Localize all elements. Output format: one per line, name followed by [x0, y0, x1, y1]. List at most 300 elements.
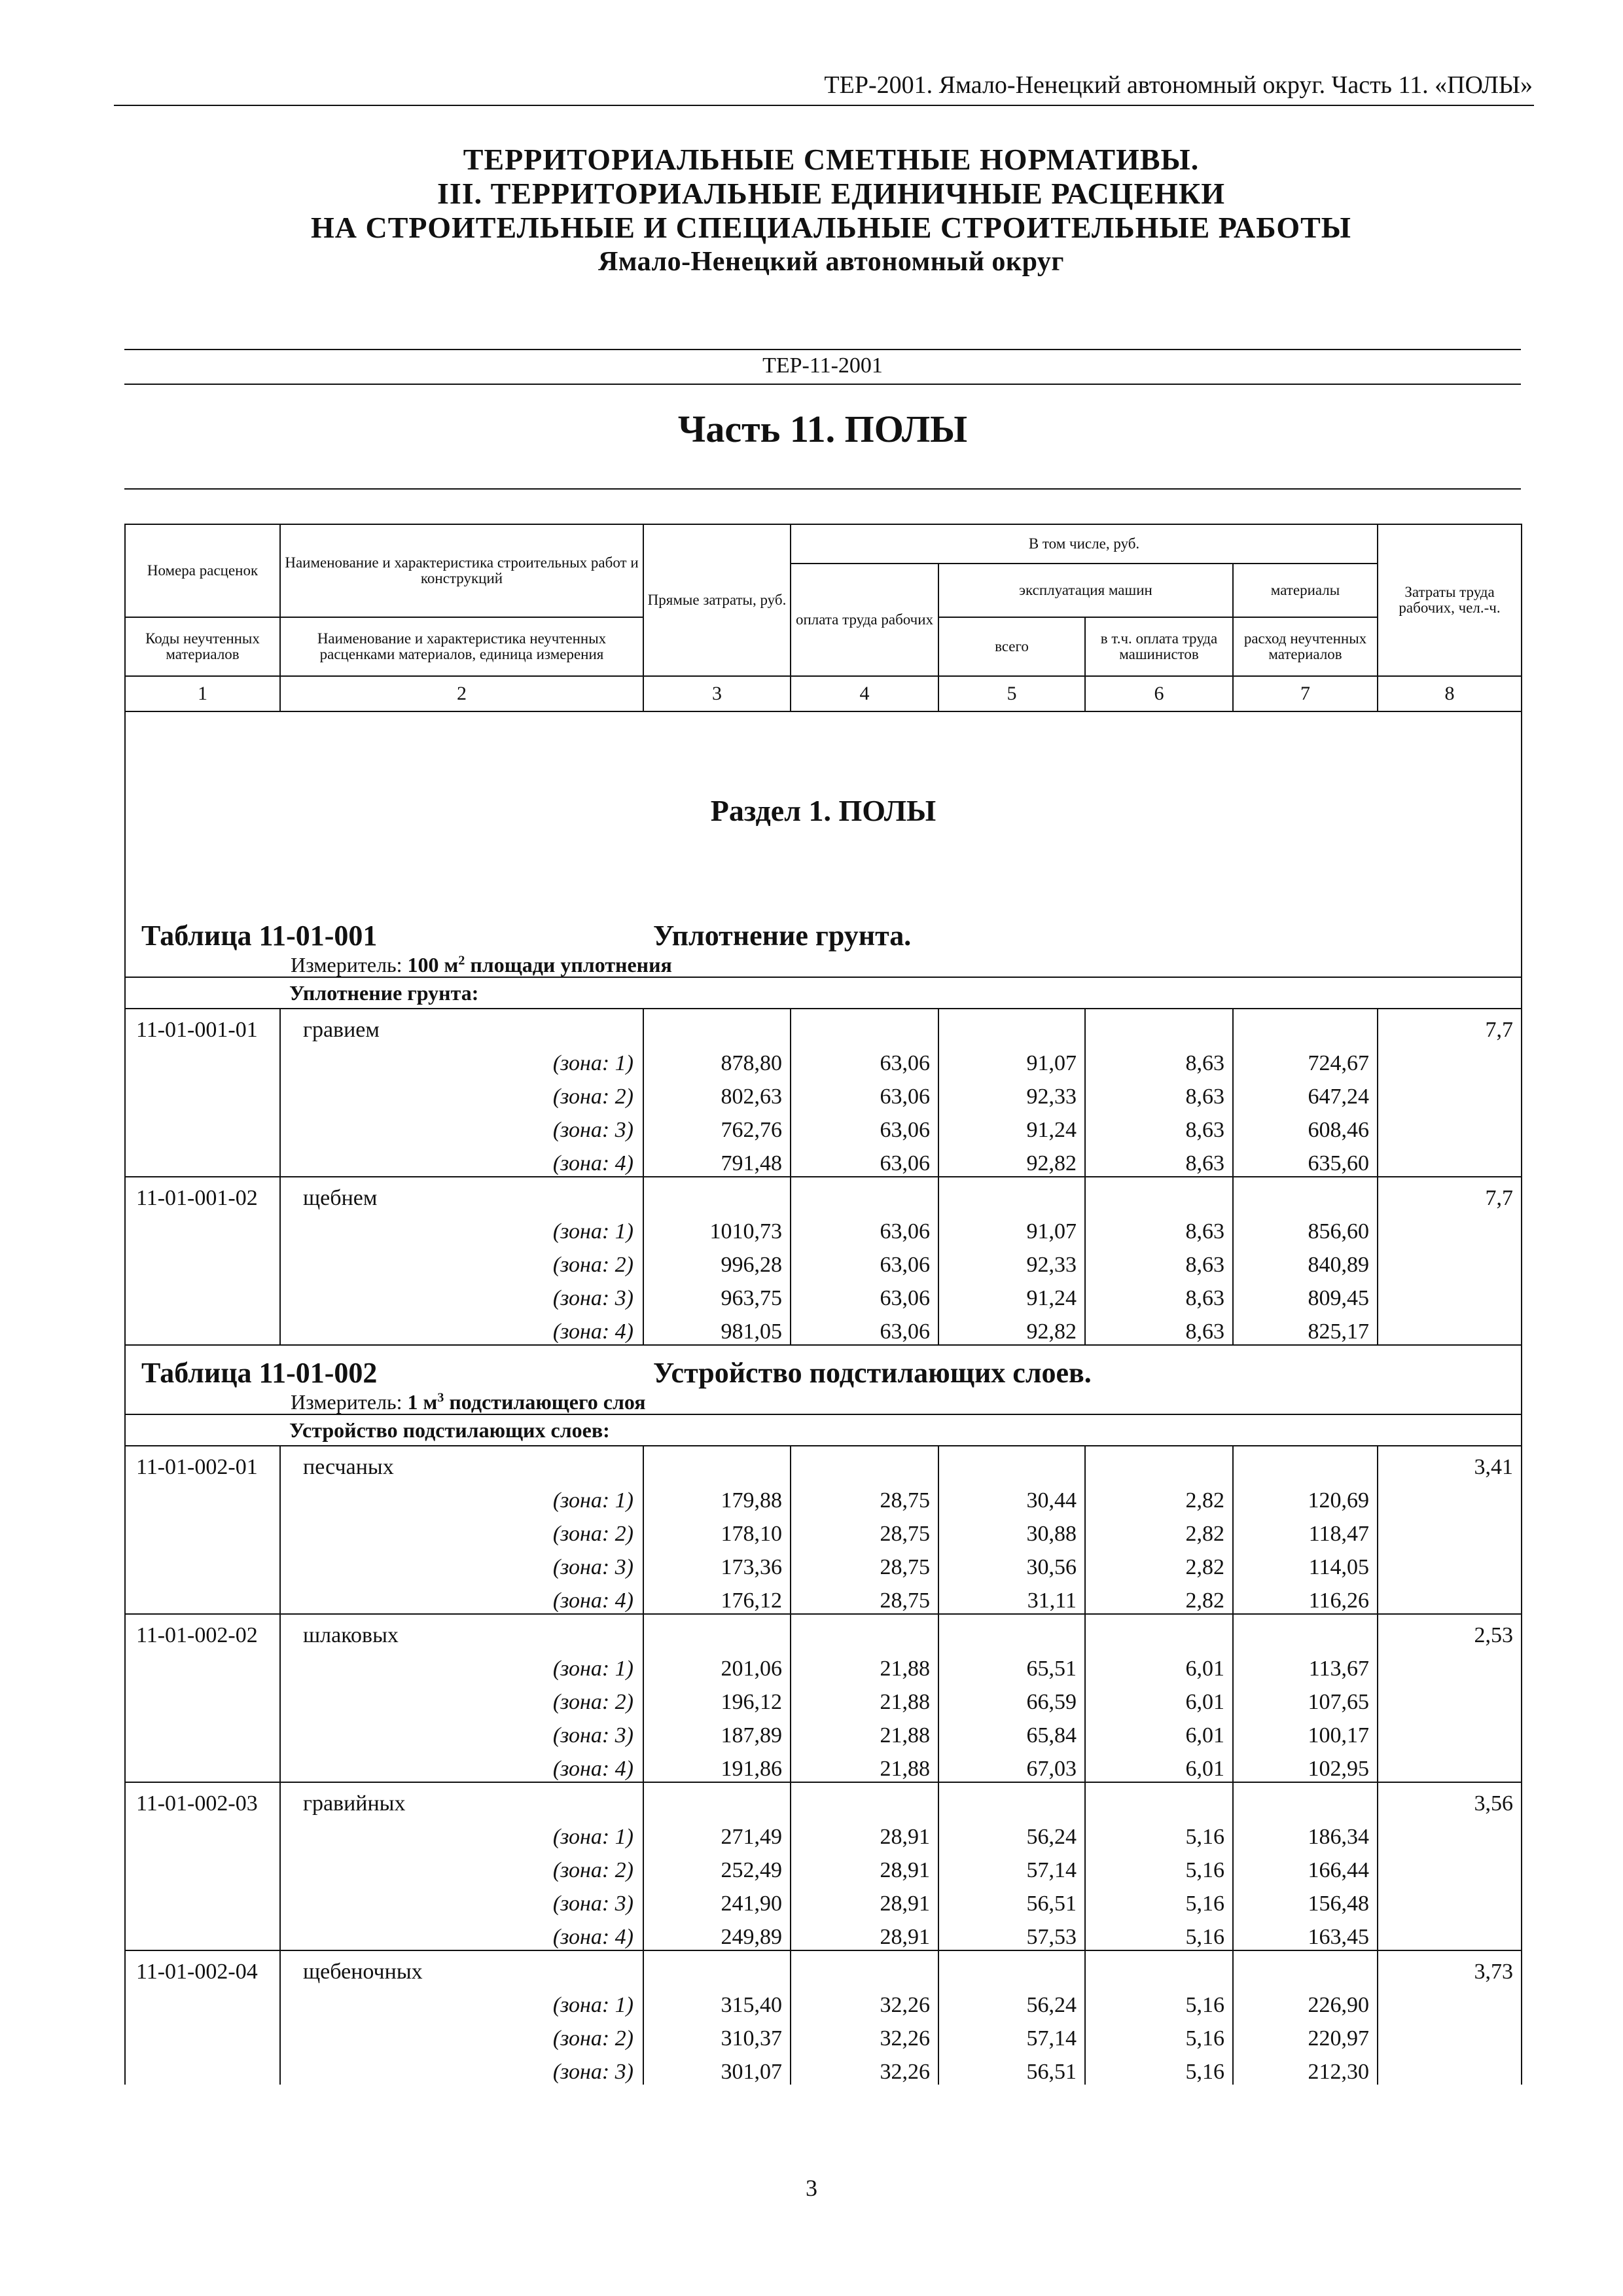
table-caption-block — [126, 908, 1521, 977]
zone-label: (зона: 1) — [280, 1648, 643, 1681]
machine-cost: 65,84 — [938, 1715, 1085, 1748]
empty-cell — [1378, 1076, 1522, 1109]
table-name: Устройство подстилающих слоев. — [653, 1357, 1092, 1389]
doc-code-rule-top — [124, 349, 1521, 350]
machinist-wage: 2,82 — [1085, 1513, 1233, 1547]
worker-wage: 32,26 — [791, 2018, 938, 2051]
materials-cost: 220,97 — [1233, 2018, 1378, 2051]
empty-cell — [791, 1782, 938, 1816]
rate-code: 11-01-002-03 — [125, 1782, 280, 1816]
materials-cost: 635,60 — [1233, 1143, 1378, 1177]
doc-code-rule-bottom — [124, 384, 1521, 385]
empty-cell — [125, 1748, 280, 1782]
materials-cost: 116,26 — [1233, 1580, 1378, 1614]
machine-cost: 92,82 — [938, 1311, 1085, 1345]
worker-wage: 63,06 — [791, 1043, 938, 1076]
empty-cell — [643, 1009, 791, 1043]
column-number: 8 — [1378, 676, 1522, 711]
materials-cost: 120,69 — [1233, 1480, 1378, 1513]
machine-cost: 65,51 — [938, 1648, 1085, 1681]
empty-cell — [1085, 1177, 1233, 1211]
machinist-wage: 5,16 — [1085, 1984, 1233, 2018]
direct-cost: 176,12 — [643, 1580, 791, 1614]
worker-wage: 21,88 — [791, 1681, 938, 1715]
empty-cell — [1378, 1580, 1522, 1614]
machine-cost: 31,11 — [938, 1580, 1085, 1614]
meter-exponent: 2 — [458, 953, 465, 968]
table-row — [125, 1984, 1522, 2018]
direct-cost: 1010,73 — [643, 1211, 791, 1244]
table-subheader: Устройство подстилающих слоев: — [125, 1414, 1522, 1446]
materials-cost: 647,24 — [1233, 1076, 1378, 1109]
title-line-4: Ямало-Ненецкий автономный округ — [597, 247, 1064, 277]
zone-label: (зона: 1) — [280, 1984, 643, 2018]
empty-cell — [1378, 1513, 1522, 1547]
table-row — [125, 2051, 1522, 2085]
empty-cell — [643, 1614, 791, 1648]
materials-cost: 724,67 — [1233, 1043, 1378, 1076]
meter-label: Измеритель: — [291, 1390, 408, 1414]
empty-cell — [1085, 1782, 1233, 1816]
empty-cell — [1233, 1446, 1378, 1480]
column-number: 3 — [643, 676, 791, 711]
empty-cell — [1378, 1143, 1522, 1177]
meter-value: 100 м — [407, 953, 459, 977]
worker-wage: 21,88 — [791, 1715, 938, 1748]
table-row — [125, 1513, 1522, 1547]
table-row — [125, 1278, 1522, 1311]
table-row — [125, 1076, 1522, 1109]
table-row — [125, 1109, 1522, 1143]
zone-label: (зона: 2) — [280, 2018, 643, 2051]
zone-label: (зона: 4) — [280, 1143, 643, 1177]
zone-label: (зона: 2) — [280, 1850, 643, 1883]
meter-unit: площади уплотнения — [465, 953, 672, 977]
machinist-wage: 5,16 — [1085, 1816, 1233, 1850]
direct-cost: 301,07 — [643, 2051, 791, 2085]
empty-cell — [125, 1850, 280, 1883]
empty-cell — [1378, 1244, 1522, 1278]
zone-label: (зона: 3) — [280, 2051, 643, 2085]
machine-cost: 56,24 — [938, 1816, 1085, 1850]
zone-label: (зона: 3) — [280, 1109, 643, 1143]
materials-cost: 608,46 — [1233, 1109, 1378, 1143]
direct-cost: 310,37 — [643, 2018, 791, 2051]
header-col2-top: Наименование и характеристика строительных работ и конструкций — [280, 524, 643, 617]
empty-cell — [938, 1950, 1085, 1984]
machinist-wage: 2,82 — [1085, 1480, 1233, 1513]
header-col5: всего — [938, 617, 1085, 676]
empty-cell — [125, 1916, 280, 1950]
materials-cost: 163,45 — [1233, 1916, 1378, 1950]
machinist-wage: 6,01 — [1085, 1715, 1233, 1748]
empty-cell — [125, 1816, 280, 1850]
zone-label: (зона: 4) — [280, 1580, 643, 1614]
header-col8: Затраты труда рабочих, чел.-ч. — [1378, 524, 1522, 676]
machinist-wage: 8,63 — [1085, 1311, 1233, 1345]
table-row — [125, 1009, 1522, 1043]
table-caption — [125, 1345, 1522, 1414]
empty-cell — [1378, 1850, 1522, 1883]
machine-cost: 66,59 — [938, 1681, 1085, 1715]
materials-cost: 100,17 — [1233, 1715, 1378, 1748]
machinist-wage: 2,82 — [1085, 1580, 1233, 1614]
machinist-wage: 5,16 — [1085, 2051, 1233, 2085]
worker-wage: 28,91 — [791, 1816, 938, 1850]
empty-cell — [1233, 1177, 1378, 1211]
empty-cell — [125, 1580, 280, 1614]
empty-cell — [1378, 1278, 1522, 1311]
empty-cell — [125, 1984, 280, 2018]
direct-cost: 762,76 — [643, 1109, 791, 1143]
worker-wage: 28,91 — [791, 1850, 938, 1883]
empty-cell — [125, 1648, 280, 1681]
worker-wage: 63,06 — [791, 1109, 938, 1143]
header-materials: материалы — [1233, 564, 1378, 617]
empty-cell — [1378, 1480, 1522, 1513]
empty-cell — [1378, 1883, 1522, 1916]
materials-cost: 102,95 — [1233, 1748, 1378, 1782]
rate-name: щебнем — [280, 1177, 643, 1211]
table-row — [125, 2018, 1522, 2051]
empty-cell — [125, 1043, 280, 1076]
machinist-wage: 5,16 — [1085, 1916, 1233, 1950]
empty-cell — [1085, 1614, 1233, 1648]
empty-cell — [125, 1143, 280, 1177]
empty-cell — [1233, 1950, 1378, 1984]
machine-cost: 30,56 — [938, 1547, 1085, 1580]
zone-label: (зона: 2) — [280, 1513, 643, 1547]
header-machines: эксплуатация машин — [938, 564, 1233, 617]
zone-label: (зона: 4) — [280, 1311, 643, 1345]
machinist-wage: 8,63 — [1085, 1109, 1233, 1143]
title-line-2: III. ТЕРРИТОРИАЛЬНЫЕ ЕДИНИЧНЫЕ РАСЦЕНКИ — [437, 177, 1226, 210]
labor-cost: 3,73 — [1378, 1950, 1522, 1984]
column-number: 5 — [938, 676, 1085, 711]
worker-wage: 63,06 — [791, 1278, 938, 1311]
direct-cost: 996,28 — [643, 1244, 791, 1278]
direct-cost: 878,80 — [643, 1043, 791, 1076]
table-row — [125, 1681, 1522, 1715]
direct-cost: 802,63 — [643, 1076, 791, 1109]
direct-cost: 252,49 — [643, 1850, 791, 1883]
table-code: Таблица 11-01-001 — [141, 920, 378, 952]
table-row — [125, 1782, 1522, 1816]
empty-cell — [1378, 1311, 1522, 1345]
machinist-wage: 6,01 — [1085, 1681, 1233, 1715]
header-col1-bottom: Коды неучтенных материалов — [125, 617, 280, 676]
empty-cell — [125, 2018, 280, 2051]
machinist-wage: 8,63 — [1085, 1244, 1233, 1278]
rate-code: 11-01-002-02 — [125, 1614, 280, 1648]
empty-cell — [643, 1177, 791, 1211]
empty-cell — [1378, 1715, 1522, 1748]
direct-cost: 173,36 — [643, 1547, 791, 1580]
machinist-wage: 2,82 — [1085, 1547, 1233, 1580]
table-row — [125, 1177, 1522, 1211]
machine-cost: 91,24 — [938, 1278, 1085, 1311]
table-row — [125, 1883, 1522, 1916]
table-meter — [291, 953, 672, 977]
machinist-wage: 8,63 — [1085, 1043, 1233, 1076]
table-row — [125, 1648, 1522, 1681]
machine-cost: 30,44 — [938, 1480, 1085, 1513]
table-row — [125, 1580, 1522, 1614]
empty-cell — [1085, 1446, 1233, 1480]
section-title: Раздел 1. ПОЛЫ — [125, 711, 1522, 908]
table-row — [125, 1446, 1522, 1480]
worker-wage: 28,75 — [791, 1480, 938, 1513]
page-number: 3 — [806, 2175, 817, 2201]
empty-cell — [1378, 1043, 1522, 1076]
machinist-wage: 5,16 — [1085, 2018, 1233, 2051]
empty-cell — [1378, 1547, 1522, 1580]
empty-cell — [1233, 1614, 1378, 1648]
materials-cost: 809,45 — [1233, 1278, 1378, 1311]
table-row — [125, 1816, 1522, 1850]
machine-cost: 57,14 — [938, 2018, 1085, 2051]
materials-cost: 107,65 — [1233, 1681, 1378, 1715]
zone-label: (зона: 2) — [280, 1076, 643, 1109]
empty-cell — [1378, 1816, 1522, 1850]
machinist-wage: 8,63 — [1085, 1143, 1233, 1177]
zone-label: (зона: 1) — [280, 1816, 643, 1850]
direct-cost: 249,89 — [643, 1916, 791, 1950]
worker-wage: 63,06 — [791, 1311, 938, 1345]
machinist-wage: 8,63 — [1085, 1211, 1233, 1244]
empty-cell — [938, 1446, 1085, 1480]
machinist-wage: 8,63 — [1085, 1278, 1233, 1311]
materials-cost: 166,44 — [1233, 1850, 1378, 1883]
column-number: 4 — [791, 676, 938, 711]
empty-cell — [1378, 2051, 1522, 2085]
table-row — [125, 1748, 1522, 1782]
part-title-rule — [124, 488, 1521, 490]
column-number: 1 — [125, 676, 280, 711]
empty-cell — [1085, 1950, 1233, 1984]
empty-cell — [125, 1513, 280, 1547]
empty-cell — [791, 1614, 938, 1648]
materials-cost: 856,60 — [1233, 1211, 1378, 1244]
worker-wage: 28,75 — [791, 1580, 938, 1614]
labor-cost: 7,7 — [1378, 1177, 1522, 1211]
labor-cost: 3,56 — [1378, 1782, 1522, 1816]
table-caption — [125, 908, 1522, 977]
rate-name: щебеночных — [280, 1950, 643, 1984]
empty-cell — [791, 1009, 938, 1043]
header-col2-bottom: Наименование и характеристика неучтенных расценками материалов, единица измерения — [280, 617, 643, 676]
zone-label: (зона: 2) — [280, 1244, 643, 1278]
machine-cost: 92,33 — [938, 1076, 1085, 1109]
direct-cost: 179,88 — [643, 1480, 791, 1513]
running-header: ТЕР-2001. Ямало-Ненецкий автономный округ. Часть 11. «ПОЛЫ» — [824, 71, 1533, 99]
rate-code: 11-01-001-01 — [125, 1009, 280, 1043]
machinist-wage: 8,63 — [1085, 1076, 1233, 1109]
zone-label: (зона: 4) — [280, 1916, 643, 1950]
machine-cost: 30,88 — [938, 1513, 1085, 1547]
header-col1-top: Номера расценок — [125, 524, 280, 617]
materials-cost: 825,17 — [1233, 1311, 1378, 1345]
machine-cost: 92,33 — [938, 1244, 1085, 1278]
empty-cell — [643, 1782, 791, 1816]
worker-wage: 32,26 — [791, 2051, 938, 2085]
materials-cost: 840,89 — [1233, 1244, 1378, 1278]
materials-cost: 114,05 — [1233, 1547, 1378, 1580]
table-code: Таблица 11-01-002 — [141, 1357, 378, 1389]
empty-cell — [643, 1446, 791, 1480]
header-incl: В том числе, руб. — [791, 524, 1378, 564]
machine-cost: 56,51 — [938, 1883, 1085, 1916]
column-number: 7 — [1233, 676, 1378, 711]
rate-name: шлаковых — [280, 1614, 643, 1648]
direct-cost: 791,48 — [643, 1143, 791, 1177]
empty-cell — [791, 1446, 938, 1480]
table-row — [125, 1850, 1522, 1883]
table-row — [125, 1244, 1522, 1278]
empty-cell — [125, 1211, 280, 1244]
zone-label: (зона: 4) — [280, 1748, 643, 1782]
direct-cost: 963,75 — [643, 1278, 791, 1311]
table-row — [125, 1614, 1522, 1648]
empty-cell — [791, 1177, 938, 1211]
machine-cost: 91,24 — [938, 1109, 1085, 1143]
worker-wage: 63,06 — [791, 1211, 938, 1244]
empty-cell — [1378, 1748, 1522, 1782]
zone-label: (зона: 2) — [280, 1681, 643, 1715]
empty-cell — [938, 1177, 1085, 1211]
machine-cost: 56,24 — [938, 1984, 1085, 2018]
column-numbers-row — [125, 676, 1522, 711]
machine-cost: 91,07 — [938, 1043, 1085, 1076]
header-col6: в т.ч. оплата труда машинистов — [1085, 617, 1233, 676]
worker-wage: 21,88 — [791, 1648, 938, 1681]
table-header — [125, 524, 1522, 711]
table-name: Уплотнение грунта. — [653, 920, 912, 952]
table-caption-block — [126, 1346, 1521, 1414]
empty-cell — [938, 1782, 1085, 1816]
column-number: 6 — [1085, 676, 1233, 711]
machine-cost: 57,53 — [938, 1916, 1085, 1950]
table-row — [125, 1916, 1522, 1950]
machinist-wage: 6,01 — [1085, 1648, 1233, 1681]
empty-cell — [1233, 1009, 1378, 1043]
table-row — [125, 1950, 1522, 1984]
empty-cell — [1378, 1916, 1522, 1950]
table-body — [125, 711, 1522, 2085]
direct-cost: 271,49 — [643, 1816, 791, 1850]
labor-cost: 2,53 — [1378, 1614, 1522, 1648]
zone-label: (зона: 3) — [280, 1547, 643, 1580]
empty-cell — [1233, 1782, 1378, 1816]
rates-table — [124, 524, 1522, 2085]
machinist-wage: 5,16 — [1085, 1850, 1233, 1883]
rate-code: 11-01-002-01 — [125, 1446, 280, 1480]
empty-cell — [125, 1715, 280, 1748]
materials-cost: 226,90 — [1233, 1984, 1378, 2018]
empty-cell — [1378, 1648, 1522, 1681]
empty-cell — [125, 2051, 280, 2085]
table-row — [125, 1143, 1522, 1177]
empty-cell — [125, 1076, 280, 1109]
labor-cost: 3,41 — [1378, 1446, 1522, 1480]
materials-cost: 113,67 — [1233, 1648, 1378, 1681]
materials-cost: 118,47 — [1233, 1513, 1378, 1547]
part-title: Часть 11. ПОЛЫ — [677, 408, 968, 450]
title-line-3: НА СТРОИТЕЛЬНЫЕ И СПЕЦИАЛЬНЫЕ СТРОИТЕЛЬНЫЕ РАБОТЫ — [311, 211, 1351, 244]
zone-label: (зона: 1) — [280, 1211, 643, 1244]
machine-cost: 57,14 — [938, 1850, 1085, 1883]
materials-cost: 186,34 — [1233, 1816, 1378, 1850]
title-line-1: ТЕРРИТОРИАЛЬНЫЕ СМЕТНЫЕ НОРМАТИВЫ. — [463, 143, 1200, 176]
empty-cell — [125, 1547, 280, 1580]
table-subheader: Уплотнение грунта: — [125, 977, 1522, 1009]
empty-cell — [643, 1950, 791, 1984]
header-col3: Прямые затраты, руб. — [643, 524, 791, 676]
empty-cell — [1378, 2018, 1522, 2051]
empty-cell — [125, 1480, 280, 1513]
header-rule — [114, 105, 1534, 106]
empty-cell — [125, 1311, 280, 1345]
empty-cell — [125, 1244, 280, 1278]
meter-label: Измеритель: — [291, 953, 408, 977]
empty-cell — [1378, 1984, 1522, 2018]
table-row — [125, 1311, 1522, 1345]
direct-cost: 191,86 — [643, 1748, 791, 1782]
machine-cost: 56,51 — [938, 2051, 1085, 2085]
rate-code: 11-01-001-02 — [125, 1177, 280, 1211]
zone-label: (зона: 3) — [280, 1278, 643, 1311]
column-number: 2 — [280, 676, 643, 711]
header-col7: расход неучтенных материалов — [1233, 617, 1378, 676]
direct-cost: 241,90 — [643, 1883, 791, 1916]
zone-label: (зона: 1) — [280, 1043, 643, 1076]
empty-cell — [125, 1278, 280, 1311]
empty-cell — [791, 1950, 938, 1984]
direct-cost: 201,06 — [643, 1648, 791, 1681]
worker-wage: 28,75 — [791, 1513, 938, 1547]
empty-cell — [125, 1109, 280, 1143]
worker-wage: 63,06 — [791, 1076, 938, 1109]
worker-wage: 63,06 — [791, 1244, 938, 1278]
doc-code: ТЕР-11-2001 — [762, 353, 883, 378]
machinist-wage: 6,01 — [1085, 1748, 1233, 1782]
rate-name: гравием — [280, 1009, 643, 1043]
table-row — [125, 1715, 1522, 1748]
document-title — [0, 143, 1623, 279]
direct-cost: 981,05 — [643, 1311, 791, 1345]
direct-cost: 187,89 — [643, 1715, 791, 1748]
worker-wage: 63,06 — [791, 1143, 938, 1177]
empty-cell — [938, 1614, 1085, 1648]
worker-wage: 28,91 — [791, 1883, 938, 1916]
empty-cell — [125, 1681, 280, 1715]
empty-cell — [1378, 1211, 1522, 1244]
rate-code: 11-01-002-04 — [125, 1950, 280, 1984]
table-row — [125, 1547, 1522, 1580]
meter-value: 1 м — [407, 1390, 438, 1414]
empty-cell — [1378, 1109, 1522, 1143]
direct-cost: 178,10 — [643, 1513, 791, 1547]
meter-unit: подстилающего слоя — [444, 1390, 646, 1414]
worker-wage: 28,75 — [791, 1547, 938, 1580]
machine-cost: 92,82 — [938, 1143, 1085, 1177]
zone-label: (зона: 3) — [280, 1883, 643, 1916]
rate-name: песчаных — [280, 1446, 643, 1480]
table-row — [125, 1043, 1522, 1076]
empty-cell — [1378, 1681, 1522, 1715]
empty-cell — [1085, 1009, 1233, 1043]
empty-cell — [125, 1883, 280, 1916]
